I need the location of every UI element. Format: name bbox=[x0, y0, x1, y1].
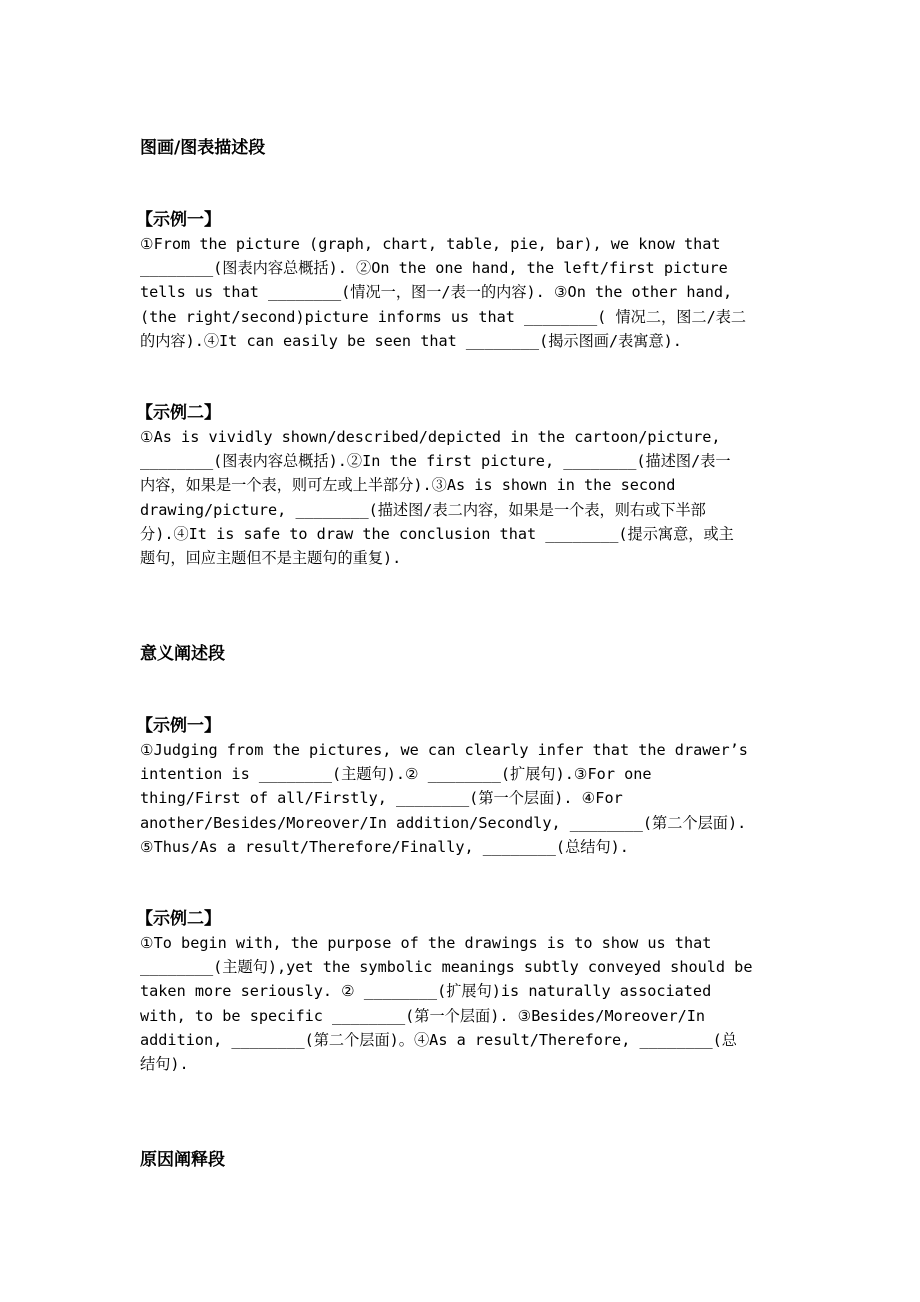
example-text bbox=[140, 931, 782, 1076]
text-line: 题句，回应主题但不是主题句的重复). bbox=[140, 549, 402, 568]
text-line: ________(图表内容总概括).②In the first picture, ________(描述图/表一 bbox=[140, 452, 731, 471]
example-block bbox=[136, 401, 782, 570]
example-text bbox=[140, 232, 782, 353]
text-line: ①To begin with, the purpose of the drawings is to show us that bbox=[140, 934, 712, 952]
text-line: ________(图表内容总概括). ②On the one hand, the left/first picture bbox=[140, 259, 728, 278]
text-line: with, to be specific ________(第一个层面). ③Besides/Moreover/In bbox=[140, 1006, 706, 1025]
example-block bbox=[136, 907, 782, 1076]
text-line: tells us that ________(情况一，图一/表一的内容). ③On the other hand, bbox=[140, 283, 733, 302]
example-text bbox=[140, 738, 782, 859]
example-title: 【示例一】 bbox=[136, 716, 221, 736]
text-line: 结句). bbox=[140, 1055, 189, 1074]
text-line: drawing/picture, ________(描述图/表二内容，如果是一个表，则右或下半部 bbox=[140, 500, 706, 519]
text-line: addition, ________(第二个层面)。④As a result/Therefore, ________(总 bbox=[140, 1030, 737, 1049]
text-line: intention is ________(主题句).② ________(扩展句).③For one bbox=[140, 765, 652, 784]
text-line: thing/First of all/Firstly, ________(第一个层面). ④For bbox=[140, 789, 623, 808]
text-line: 内容，如果是一个表，则可左或上半部分).③As is shown in the second bbox=[140, 476, 676, 495]
section-heading-description: 图画/图表描述段 bbox=[140, 138, 266, 158]
example-block bbox=[136, 714, 782, 859]
example-title: 【示例二】 bbox=[136, 909, 221, 929]
text-line: ①As is vividly shown/described/depicted in the cartoon/picture, bbox=[140, 428, 721, 446]
section-heading-reasons: 原因阐释段 bbox=[140, 1150, 225, 1170]
text-line: ⑤Thus/As a result/Therefore/Finally, ________(总结句). bbox=[140, 837, 629, 856]
example-text bbox=[140, 425, 782, 570]
example-title: 【示例二】 bbox=[136, 403, 221, 423]
example-title: 【示例一】 bbox=[136, 210, 221, 230]
example-block bbox=[136, 208, 782, 353]
text-line: 分).④It is safe to draw the conclusion that ________(提示寓意，或主 bbox=[140, 524, 734, 543]
text-line: (the right/second)picture informs us that ________( 情况二，图二/表二 bbox=[140, 307, 747, 326]
text-line: another/Besides/Moreover/In addition/Secondly, ________(第二个层面). bbox=[140, 813, 747, 832]
text-line: taken more seriously. ② ________(扩展句)is naturally associated bbox=[140, 982, 712, 1001]
text-line: ________(主题句),yet the symbolic meanings subtly conveyed should be bbox=[140, 958, 753, 977]
text-line: 的内容).④It can easily be seen that ________(揭示图画/表寓意). bbox=[140, 331, 682, 350]
text-line: ①From the picture (graph, chart, table, pie, bar), we know that bbox=[140, 235, 721, 253]
text-line: ①Judging from the pictures, we can clearly infer that the drawer’s bbox=[140, 741, 748, 759]
section-heading-significance: 意义阐述段 bbox=[140, 644, 225, 664]
